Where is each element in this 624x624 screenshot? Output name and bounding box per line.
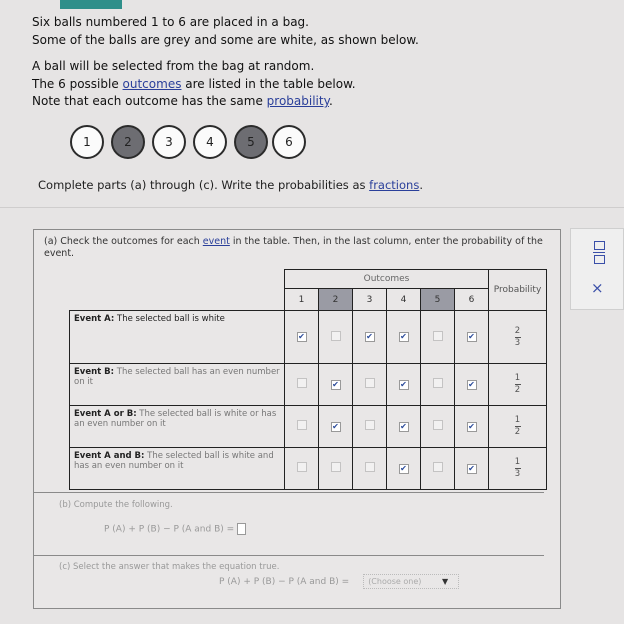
intro-line-3: A ball will be selected from the bag at random. xyxy=(32,59,315,73)
probability-a-and-b-den: 3 xyxy=(514,469,521,479)
checkbox-cell xyxy=(319,311,353,364)
probability-a-or-b-value xyxy=(515,416,521,437)
probability-a-value xyxy=(515,327,521,348)
probability-b-num: 1 xyxy=(514,373,521,383)
intro-line-5-post: . xyxy=(329,94,333,108)
outcome-table xyxy=(69,269,547,490)
event-a-name: Event A: xyxy=(74,314,115,324)
part-a-prompt xyxy=(44,236,549,260)
probability-a-or-b-den: 2 xyxy=(514,427,521,437)
checkbox-cell xyxy=(421,311,455,364)
outcome-number-6: 6 xyxy=(455,289,489,311)
checkbox-cell xyxy=(455,448,489,490)
checkbox-a-3[interactable]: ✔ xyxy=(366,332,373,341)
checkbox-a-4[interactable]: ✔ xyxy=(400,332,407,341)
fraction-tool-icon[interactable] xyxy=(593,241,605,265)
checkbox-cell xyxy=(421,406,455,448)
event-b-desc: The selected ball has an even number on it xyxy=(74,367,280,387)
checkbox-cell xyxy=(285,406,319,448)
event-b-name: Event B: xyxy=(74,367,115,377)
checkbox-c-4[interactable]: ✔ xyxy=(400,421,407,431)
part-c-label: (c) Select the answer that makes the equation true. xyxy=(59,562,280,572)
event-a-desc: The selected ball is white xyxy=(117,314,225,324)
table-row xyxy=(70,364,547,406)
checkbox-cell xyxy=(455,364,489,406)
part-b-section xyxy=(34,492,544,549)
checkbox-b-6[interactable]: ✔ xyxy=(468,379,475,389)
event-a-and-b-desc: The selected ball is white and has an even number on it xyxy=(74,451,274,471)
checkbox-d-5[interactable] xyxy=(433,462,443,472)
probability-a-den: 3 xyxy=(514,337,521,348)
checkbox-d-6[interactable]: ✔ xyxy=(468,463,475,473)
close-icon[interactable]: × xyxy=(591,279,604,297)
outcome-number-3: 3 xyxy=(353,289,387,311)
checkbox-d-2[interactable] xyxy=(331,462,341,472)
event-a-and-b-name: Event A and B: xyxy=(74,451,145,461)
checkbox-cell xyxy=(319,448,353,490)
checkbox-cell xyxy=(353,406,387,448)
ball-4: 4 xyxy=(193,125,227,159)
probability-b-den: 2 xyxy=(514,385,521,395)
probability-link[interactable]: probability xyxy=(266,94,329,108)
instructions-pre: Complete parts (a) through (c). Write the probabilities as xyxy=(38,178,370,192)
event-a-and-b-label xyxy=(70,448,285,490)
outcome-number-1: 1 xyxy=(285,289,319,311)
checkbox-b-4[interactable]: ✔ xyxy=(400,379,407,389)
checkbox-c-6[interactable]: ✔ xyxy=(468,421,475,431)
table-row xyxy=(70,406,547,448)
probability-header: Probability xyxy=(489,270,547,311)
checkbox-cell xyxy=(353,448,387,490)
checkbox-d-1[interactable] xyxy=(297,462,307,472)
checkbox-a-2[interactable] xyxy=(331,331,341,341)
part-a-post: in the table. Then, in the last column, enter the probability of the event. xyxy=(44,236,543,259)
fractions-link[interactable]: fractions xyxy=(369,178,420,192)
checkbox-cell xyxy=(285,311,319,364)
chevron-down-icon: ▼ xyxy=(442,577,449,586)
checkbox-b-3[interactable] xyxy=(365,378,375,388)
table-row xyxy=(70,311,547,364)
checkbox-b-2[interactable]: ✔ xyxy=(332,379,339,389)
instructions-post: . xyxy=(419,178,423,192)
part-c-equation xyxy=(219,574,459,589)
probability-a-or-b-num: 1 xyxy=(514,415,521,425)
checkbox-c-2[interactable]: ✔ xyxy=(332,421,339,431)
checkbox-cell xyxy=(387,311,421,364)
checkbox-cell xyxy=(387,406,421,448)
intro-line-4-pre: The 6 possible xyxy=(32,76,123,91)
part-b-label: (b) Compute the following. xyxy=(59,500,173,510)
outcome-number-5: 5 xyxy=(421,289,455,311)
probability-b-field[interactable] xyxy=(489,364,547,406)
probability-a-or-b-field[interactable] xyxy=(489,406,547,448)
checkbox-c-5[interactable] xyxy=(433,420,443,430)
intro-line-4 xyxy=(32,76,419,94)
checkbox-c-1[interactable] xyxy=(297,420,307,430)
part-a-pre: (a) Check the outcomes for each xyxy=(44,236,203,247)
probability-b-value xyxy=(515,374,521,395)
checkbox-c-3[interactable] xyxy=(365,420,375,430)
part-b-equation xyxy=(104,523,246,535)
top-accent-bar xyxy=(60,0,122,9)
part-c-dropdown-value: (Choose one) xyxy=(368,577,422,586)
event-link[interactable]: event xyxy=(202,236,230,247)
probability-a-field[interactable] xyxy=(489,311,547,364)
probability-a-and-b-value xyxy=(515,458,521,479)
table-row xyxy=(70,448,547,490)
problem-intro xyxy=(32,14,419,111)
outcomes-link[interactable]: outcomes xyxy=(122,76,182,91)
part-b-answer-input[interactable] xyxy=(237,523,246,535)
ball-5: 5 xyxy=(234,125,268,159)
intro-line-2: Some of the balls are grey and some are white, as shown below. xyxy=(32,32,419,47)
answer-panel xyxy=(33,229,561,609)
event-a-label xyxy=(70,311,285,364)
intro-line-4-post: are listed in the table below. xyxy=(181,76,356,91)
intro-line-5 xyxy=(32,93,419,111)
event-b-label xyxy=(70,364,285,406)
checkbox-cell xyxy=(455,311,489,364)
instructions xyxy=(38,178,423,192)
probability-a-and-b-num: 1 xyxy=(514,457,521,467)
checkbox-cell xyxy=(319,406,353,448)
ball-6: 6 xyxy=(272,125,306,159)
checkbox-cell xyxy=(353,364,387,406)
checkbox-b-5[interactable] xyxy=(433,378,443,388)
checkbox-cell xyxy=(421,448,455,490)
checkbox-cell xyxy=(387,364,421,406)
checkbox-d-4[interactable]: ✔ xyxy=(400,463,407,473)
checkbox-cell xyxy=(319,364,353,406)
probability-a-num: 2 xyxy=(514,325,521,336)
ball-2: 2 xyxy=(111,125,145,159)
checkbox-cell xyxy=(387,448,421,490)
checkbox-b-1[interactable] xyxy=(297,378,307,388)
part-c-expression: P (A) + P (B) − P (A and B) = xyxy=(219,577,350,587)
outcomes-header: Outcomes xyxy=(285,270,489,289)
outcome-number-2: 2 xyxy=(319,289,353,311)
event-a-or-b-name: Event A or B: xyxy=(74,409,137,419)
part-b-expression: P (A) + P (B) − P (A and B) = xyxy=(104,524,238,535)
intro-line-1: Six balls numbered 1 to 6 are placed in a bag. xyxy=(32,15,309,29)
table-corner xyxy=(70,270,285,311)
event-a-or-b-desc: The selected ball is white or has an even number on it xyxy=(74,409,277,429)
checkbox-a-1[interactable]: ✔ xyxy=(298,332,305,341)
checkbox-cell xyxy=(353,311,387,364)
tool-panel xyxy=(570,228,624,310)
ball-1: 1 xyxy=(70,125,104,159)
part-c-dropdown[interactable] xyxy=(363,574,459,589)
checkbox-cell xyxy=(285,364,319,406)
checkbox-cell xyxy=(421,364,455,406)
checkbox-d-3[interactable] xyxy=(365,462,375,472)
part-c-section xyxy=(34,555,544,608)
checkbox-a-6[interactable]: ✔ xyxy=(468,332,475,341)
probability-a-and-b-field[interactable] xyxy=(489,448,547,490)
event-a-or-b-label xyxy=(70,406,285,448)
divider xyxy=(0,207,624,208)
ball-3: 3 xyxy=(152,125,186,159)
checkbox-a-5[interactable] xyxy=(433,331,443,341)
checkbox-cell xyxy=(285,448,319,490)
ball-row xyxy=(70,125,310,161)
outcome-number-4: 4 xyxy=(387,289,421,311)
intro-line-5-pre: Note that each outcome has the same xyxy=(32,94,267,108)
checkbox-cell xyxy=(455,406,489,448)
